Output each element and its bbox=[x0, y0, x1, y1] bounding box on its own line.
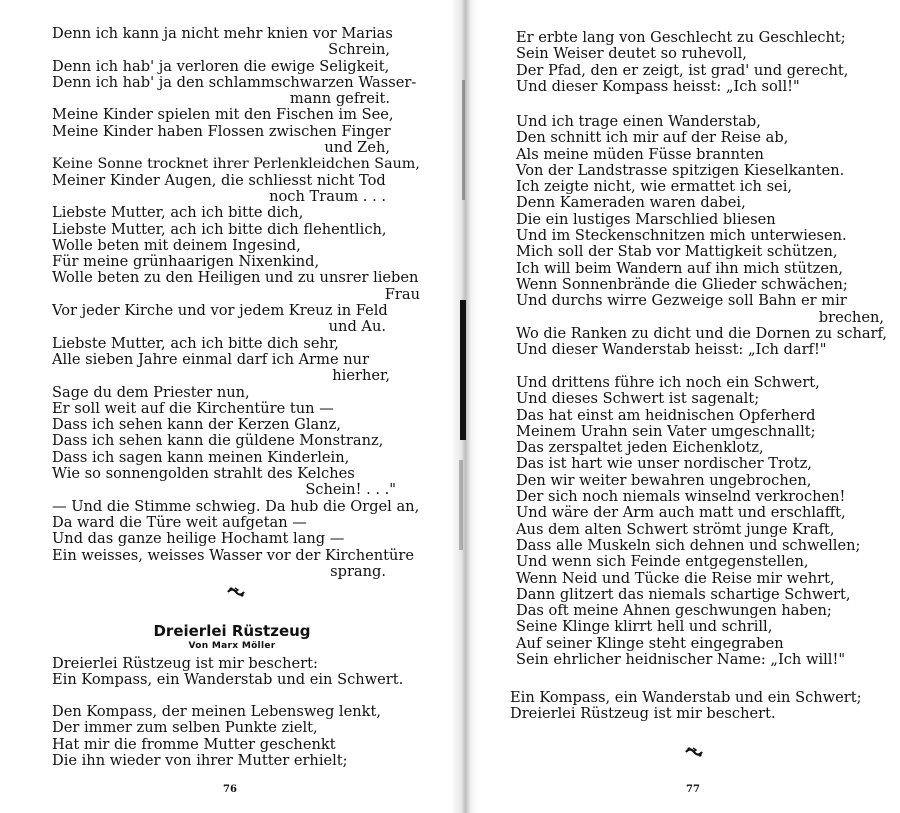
poem-line: Vor jeder Kirche und vor jedem Kreuz in Feld bbox=[52, 302, 388, 320]
poem-line: Und dieser Kompass heisst: „Ich soll!" bbox=[516, 77, 800, 95]
ornament-icon bbox=[226, 586, 248, 598]
poem-line: Hat mir die fromme Mutter geschenkt bbox=[52, 735, 336, 753]
poem-title: Dreierlei Rüstzeug bbox=[153, 622, 311, 640]
poem-line: Dreierlei Rüstzeug ist mir beschert: bbox=[52, 655, 318, 672]
poem-line: — Und die Stimme schwieg. Da hub die Orgel an, bbox=[52, 497, 420, 515]
poem-line: Denn Kameraden waren dabei, bbox=[516, 194, 746, 212]
gutter-shadow bbox=[459, 460, 463, 550]
poem-line: Dass alle Muskeln sich dehnen und schwellen; bbox=[516, 536, 861, 554]
poem-line: Schein! . . ." bbox=[305, 481, 396, 499]
poem-line: Von der Landstrasse spitzigen Kieselkanten. bbox=[516, 161, 845, 179]
poem-line: und Zeh, bbox=[324, 139, 390, 157]
poem-line: Und das ganze heilige Hochamt lang — bbox=[52, 530, 345, 548]
poem-line: Und im Steckenschnitzen mich unterwiesen. bbox=[516, 227, 847, 245]
poem-continuation bbox=[52, 26, 420, 580]
right-page bbox=[478, 0, 900, 813]
stanza-3 bbox=[516, 30, 896, 95]
poem-line: hierher, bbox=[332, 367, 390, 385]
poem-line: Und wenn sich Feinde entgegenstellen, bbox=[516, 553, 809, 571]
poem-line: Das oft meine Ahnen geschwungen haben; bbox=[516, 602, 832, 620]
poem-line: Dreierlei Rüstzeug ist mir beschert. bbox=[510, 705, 776, 723]
poem-line: Sein Weiser deutet so ruhevoll, bbox=[516, 45, 747, 63]
poem-line: Liebste Mutter, ach ich bitte dich flehentlich, bbox=[52, 220, 387, 238]
poem-line: Wenn Neid und Tücke die Reise mir wehrt, bbox=[516, 569, 835, 587]
poem-line: Für meine grünhaarigen Nixenkind, bbox=[52, 253, 320, 271]
poem-line: Ich zeigte nicht, wie ermattet ich sei, bbox=[516, 178, 792, 196]
poem-line: Dass ich sehen kann der Kerzen Glanz, bbox=[52, 416, 341, 434]
poem-line: Mich soll der Stab vor Mattigkeit schützen, bbox=[516, 243, 838, 261]
poem-line: Und dieses Schwert ist sagenalt; bbox=[516, 390, 760, 408]
poem-line: Ein Kompass, ein Wanderstab und ein Schwert. bbox=[52, 671, 404, 689]
poem-line: Keine Sonne trocknet ihrer Perlenkleidchen Saum, bbox=[52, 156, 420, 173]
stanza-4 bbox=[516, 114, 896, 358]
poem-line: Das ist hart wie unser nordischer Trotz, bbox=[516, 455, 812, 473]
poem-line: Den wir weiter bewahren ungebrochen, bbox=[516, 471, 812, 489]
poem-line: Aus dem alten Schwert strömt junge Kraft, bbox=[516, 520, 835, 538]
poem-line: Dass ich sagen kann meinen Kinderlein, bbox=[52, 448, 350, 466]
poem-line: Er soll weit auf die Kirchentüre tun — bbox=[52, 399, 334, 417]
poem-line: Den Kompass, der meinen Lebensweg lenkt, bbox=[52, 703, 381, 720]
poem-line: Ein weisses, weisses Wasser vor der Kirchentüre bbox=[52, 546, 415, 564]
page-number: 76 bbox=[223, 784, 237, 795]
gutter-shadow bbox=[460, 300, 466, 440]
poem-line: Liebste Mutter, ach ich bitte dich, bbox=[52, 204, 304, 222]
stanza-6 bbox=[510, 690, 890, 723]
poem-line: Und wäre der Arm auch matt und erschlafft, bbox=[516, 504, 846, 522]
poem-line: Sage du dem Priester nun, bbox=[52, 383, 250, 401]
poem-line: Wo die Ranken zu dicht und die Dornen zu scharf, bbox=[516, 324, 888, 342]
poem-line: Und ich trage einen Wanderstab, bbox=[516, 113, 761, 130]
poem-line: sprang. bbox=[330, 562, 386, 580]
ornament-icon bbox=[684, 746, 706, 758]
poem-line: Meine Kinder haben Flossen zwischen Finger bbox=[52, 122, 391, 140]
poem-line: Das hat einst am heidnischen Opferherd bbox=[516, 406, 816, 424]
page-number: 77 bbox=[686, 784, 700, 795]
poem-line: Ein Kompass, ein Wanderstab und ein Schwert; bbox=[510, 689, 862, 706]
poem-line: Dass ich sehen kann die güldene Monstranz, bbox=[52, 432, 384, 450]
poem-line: Alle sieben Jahre einmal darf ich Arme nur bbox=[52, 350, 370, 368]
poem-line: Wolle beten mit deinem Ingesind, bbox=[52, 236, 301, 254]
poem-line: noch Traum . . . bbox=[269, 187, 386, 205]
poem-line: Den schnitt ich mir auf der Reise ab, bbox=[516, 129, 789, 147]
stanza-1 bbox=[52, 656, 420, 689]
poem-line: und Au. bbox=[328, 318, 386, 336]
poem-line: Wolle beten zu den Heiligen und zu unsrer lieben bbox=[52, 269, 419, 287]
stanza-5 bbox=[516, 375, 896, 668]
poem-line: Wie so sonnengolden strahlt des Kelches bbox=[52, 465, 355, 483]
poem-line: Als meine müden Füsse brannten bbox=[516, 145, 764, 163]
poem-line: Und drittens führe ich noch ein Schwert, bbox=[516, 374, 820, 391]
poem-line: Denn ich hab' ja verloren die ewige Seligkeit, bbox=[52, 57, 390, 75]
book-gutter bbox=[450, 0, 478, 813]
poem-author: Von Marx Möller bbox=[188, 641, 276, 651]
poem-line: Er erbte lang von Geschlecht zu Geschlecht; bbox=[516, 29, 846, 46]
poem-line: Liebste Mutter, ach ich bitte dich sehr, bbox=[52, 334, 339, 352]
poem-line: Da ward die Türe weit aufgetan — bbox=[52, 513, 307, 531]
poem-line: brechen, bbox=[818, 308, 884, 326]
poem-line: Meinem Urahn sein Vater umgeschnallt; bbox=[516, 422, 816, 440]
poem-line: Dann glitzert das niemals schartige Schwert, bbox=[516, 585, 851, 603]
poem-line: Denn ich hab' ja den schlammschwarzen Wasser- bbox=[52, 73, 417, 91]
poem-line: Die ein lustiges Marschlied bliesen bbox=[516, 210, 776, 228]
poem-line: Sein ehrlicher heidnischer Name: „Ich will!" bbox=[516, 651, 846, 669]
poem-line: Schrein, bbox=[328, 41, 390, 59]
poem-line: Der sich noch niemals winselnd verkrochen! bbox=[516, 488, 846, 506]
gutter-shadow bbox=[462, 80, 465, 200]
poem-line: Der Pfad, den er zeigt, ist grad' und gerecht, bbox=[516, 61, 849, 79]
poem-line: Denn ich kann ja nicht mehr knien vor Marias bbox=[52, 25, 393, 42]
stanza-2 bbox=[52, 704, 420, 769]
poem-line: Meiner Kinder Augen, die schliesst nicht Tod bbox=[52, 171, 386, 189]
poem-line: mann gefreit. bbox=[289, 90, 390, 108]
poem-line: Seine Klinge klirrt hell und schrill, bbox=[516, 618, 773, 636]
poem-line: Meine Kinder spielen mit den Fischen im See, bbox=[52, 106, 394, 124]
poem-line: Auf seiner Klinge steht eingegraben bbox=[516, 634, 784, 652]
poem-line: Frau bbox=[384, 285, 420, 303]
poem-line: Die ihn wieder von ihrer Mutter erhielt; bbox=[52, 751, 348, 769]
poem-line: Und durchs wirre Gezweige soll Bahn er mir bbox=[516, 292, 847, 310]
poem-line: Das zerspaltet jeden Eichenklotz, bbox=[516, 439, 764, 457]
poem-line: Wenn Sonnenbrände die Glieder schwächen; bbox=[516, 275, 848, 293]
poem-line: Ich will beim Wandern auf ihn mich stützen, bbox=[516, 259, 843, 277]
poem-line: Der immer zum selben Punkte zielt, bbox=[52, 719, 318, 737]
poem-line: Und dieser Wanderstab heisst: „Ich darf!" bbox=[516, 341, 827, 359]
